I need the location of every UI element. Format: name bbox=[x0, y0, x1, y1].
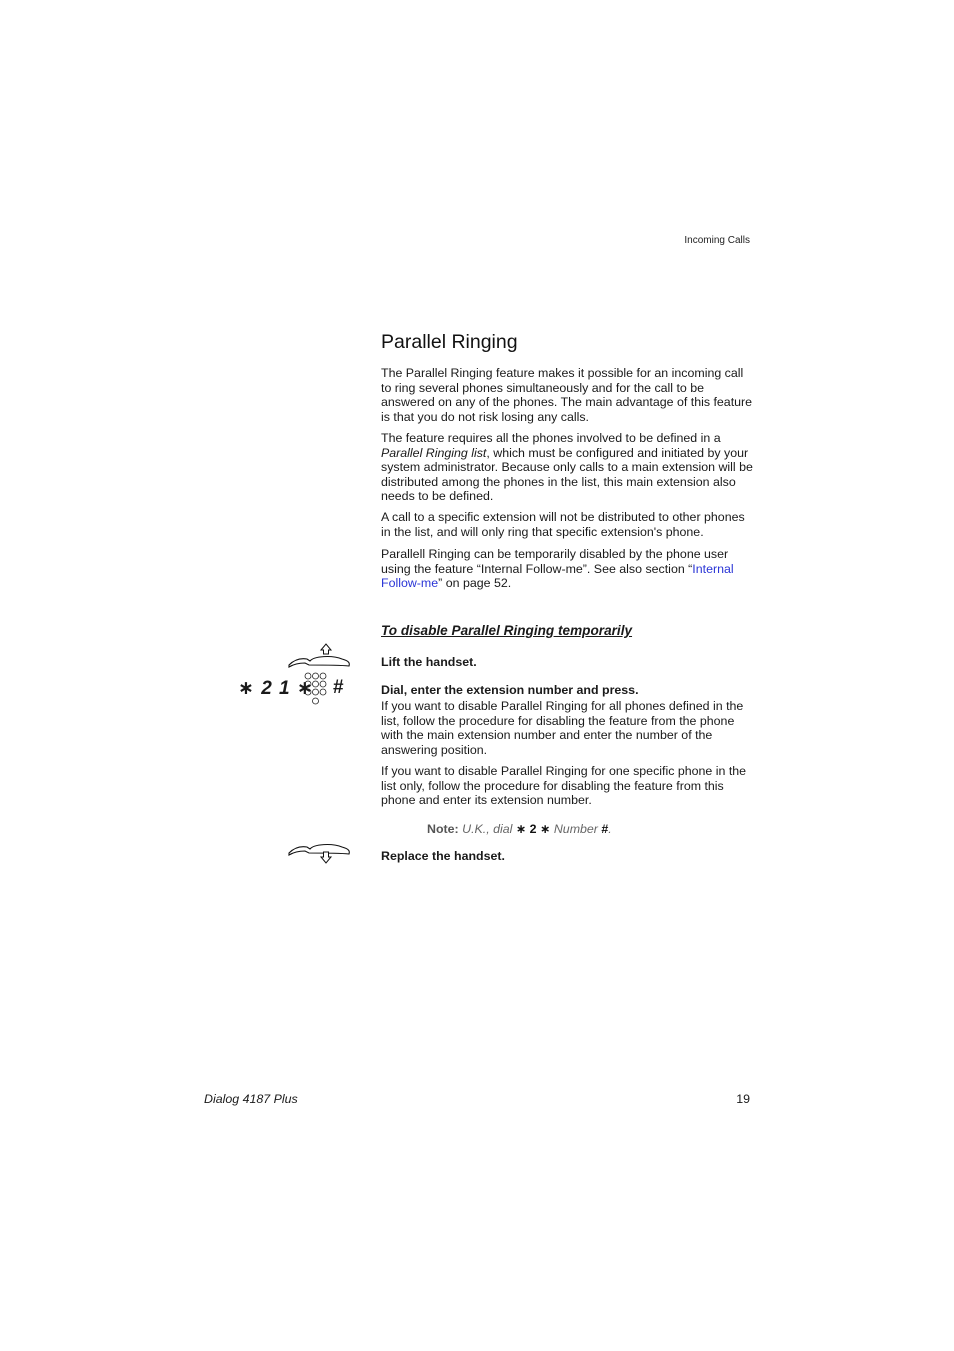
keypad-icon bbox=[303, 671, 329, 707]
intro-paragraph: The Parallel Ringing feature makes it possible for an incoming call to ring several phones simultaneously and for the call to be answered on any of the phones. The main advantage of this feature is that you do not risk losing any calls. bbox=[381, 366, 753, 424]
lift-handset-icon bbox=[287, 641, 351, 671]
procedure-heading: To disable Parallel Ringing temporarily bbox=[381, 623, 633, 638]
uk-note bbox=[427, 821, 612, 836]
internal-follow-me-link[interactable]: Internal Follow-me bbox=[381, 561, 734, 590]
footer-page-number: 19 bbox=[736, 1092, 750, 1106]
dial-code: ∗ 2 1 ∗ bbox=[238, 678, 314, 699]
step-lift-handset: Lift the handset. bbox=[381, 655, 477, 669]
step-dial-text-1: If you want to disable Parallel Ringing for all phones defined in the list, follow the procedure for disabling the feature from the phone with the main extension number and enter the number of the answering position. bbox=[381, 699, 744, 757]
note-code: ∗ 2 ∗ bbox=[515, 822, 551, 836]
p4-text-a: Parallell Ringing can be temporarily disabled by the phone user using the feature “Internal Follow-me”. See also section “ bbox=[381, 547, 729, 576]
p2-text-a: The feature requires all the phones involved to be defined in a bbox=[381, 431, 721, 445]
requirements-paragraph bbox=[381, 431, 753, 504]
step-dial-text-2: If you want to disable Parallel Ringing for one specific phone in the list only, follow the procedure for disabling the feature from this phone and enter its extension number. bbox=[381, 764, 747, 807]
p2-text-c: , which must be configured and initiated by your system administrator. Because only calls to a main extension will be distributed among the phones in the list, this main extension also needs to be defined. bbox=[381, 445, 753, 503]
note-text-b: Number bbox=[553, 822, 598, 836]
page-title: Parallel Ringing bbox=[381, 331, 518, 353]
distribution-paragraph: A call to a specific extension will not be distributed to other phones in the list, and will only ring that specific extension's phone. bbox=[381, 510, 745, 539]
p2-emphasis: Parallel Ringing list bbox=[381, 445, 487, 460]
note-label: Note: bbox=[427, 822, 459, 836]
note-end: . bbox=[608, 822, 612, 836]
note-text-a: U.K., dial bbox=[462, 822, 513, 836]
step-replace-handset: Replace the handset. bbox=[381, 849, 505, 863]
step-dial-title: Dial, enter the extension number and press. bbox=[381, 683, 639, 697]
header-section-title: Incoming Calls bbox=[684, 235, 750, 246]
footer-product: Dialog 4187 Plus bbox=[204, 1092, 298, 1106]
dial-hash: # bbox=[333, 677, 344, 698]
disable-info-paragraph bbox=[381, 547, 753, 591]
replace-handset-icon bbox=[287, 843, 351, 867]
note-hash: # bbox=[601, 822, 609, 836]
p4-text-b: ” on page 52. bbox=[438, 576, 512, 590]
